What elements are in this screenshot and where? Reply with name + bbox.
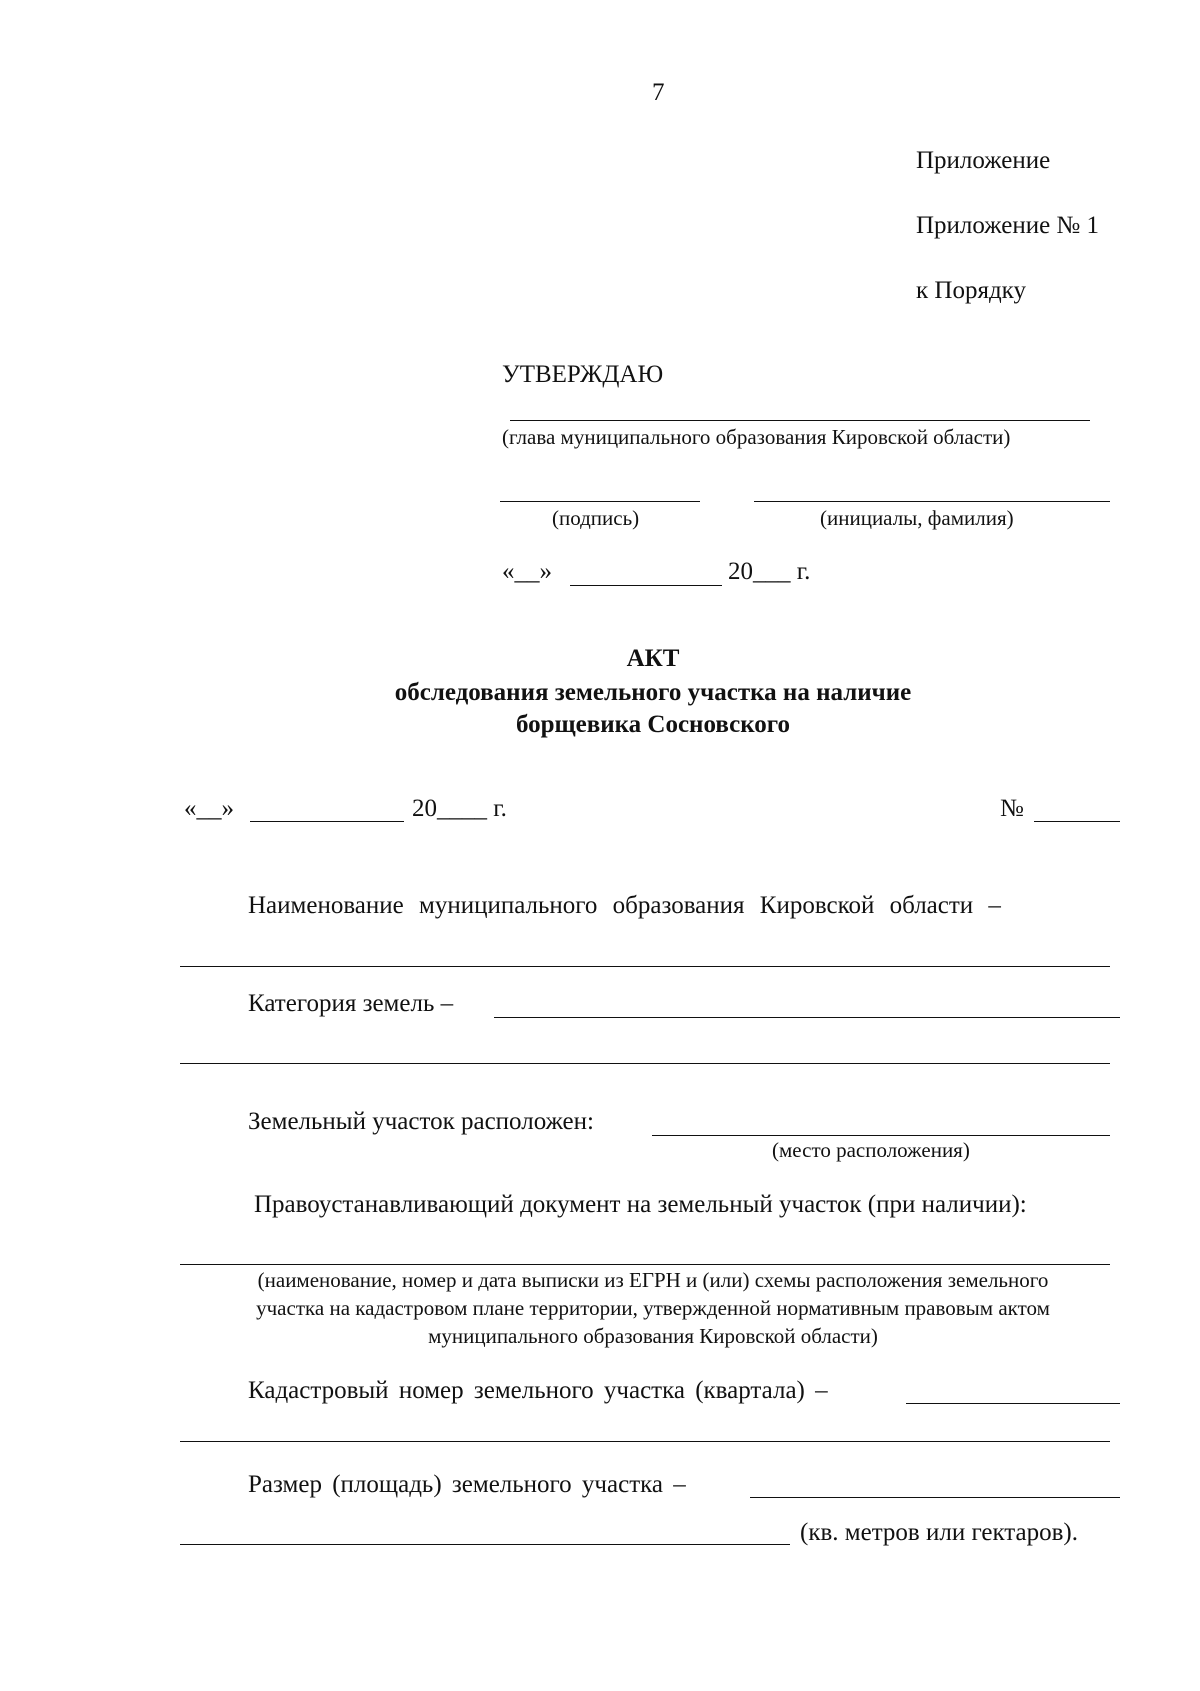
act-date-month-line[interactable] — [250, 821, 404, 822]
act-subtitle-line2: борщевика Сосновского — [515, 711, 791, 738]
appendix-reference: к Порядку — [916, 277, 1026, 304]
name-caption: (инициалы, фамилия) — [820, 506, 1014, 530]
act-number-line[interactable] — [1034, 821, 1120, 822]
cadastral-number-label: Кадастровый номер земельного участка (квартала) – — [248, 1377, 828, 1404]
act-title: АКТ — [626, 645, 680, 672]
land-category-line[interactable] — [494, 1017, 1120, 1018]
title-document-label: Правоустанавливающий документ на земельный участок (при наличии): — [254, 1191, 1027, 1218]
name-line[interactable] — [754, 501, 1110, 502]
title-document-caption-2: участка на кадастровом плане территории, утвержденной нормативным правовым актом — [256, 1296, 1050, 1320]
approval-title: УТВЕРЖДАЮ — [502, 361, 664, 388]
approval-date-year: 20___ г. — [728, 558, 811, 585]
signature-caption: (подпись) — [552, 506, 640, 530]
area-label: Размер (площадь) земельного участка – — [248, 1471, 686, 1498]
appendix-number: Приложение № 1 — [916, 212, 1100, 239]
area-units: (кв. метров или гектаров). — [800, 1519, 1079, 1546]
municipality-label: Наименование муниципального образования Кировской области – — [248, 892, 1001, 919]
act-date-day: «__» — [184, 795, 234, 822]
area-line[interactable] — [750, 1497, 1120, 1498]
cadastral-number-line-2[interactable] — [180, 1441, 1110, 1442]
act-number-label: № — [1000, 795, 1024, 822]
act-subtitle-line1: обследования земельного участка на наличие — [394, 679, 912, 706]
location-caption: (место расположения) — [772, 1138, 970, 1162]
appendix-label: Приложение — [916, 147, 1051, 174]
municipality-line[interactable] — [180, 966, 1110, 967]
land-category-line-2[interactable] — [180, 1063, 1110, 1064]
signature-line[interactable] — [500, 501, 700, 502]
page-number: 7 — [652, 79, 665, 106]
approval-date-month-line[interactable] — [570, 585, 722, 586]
area-line-2[interactable] — [180, 1544, 790, 1545]
cadastral-number-line[interactable] — [906, 1403, 1120, 1404]
title-document-caption-3: муниципального образования Кировской области) — [428, 1324, 878, 1348]
title-document-line[interactable] — [180, 1264, 1110, 1265]
head-caption: (глава муниципального образования Кировской области) — [502, 425, 1011, 449]
act-date-year: 20____ г. — [412, 795, 507, 822]
approval-date-day: «__» — [502, 558, 552, 585]
land-category-label: Категория земель – — [248, 990, 454, 1017]
title-document-caption-1: (наименование, номер и дата выписки из ЕГРН и (или) схемы расположения земельного — [257, 1268, 1049, 1292]
location-label: Земельный участок расположен: — [248, 1108, 594, 1135]
head-signature-line[interactable] — [510, 420, 1090, 421]
location-line[interactable] — [652, 1135, 1110, 1136]
